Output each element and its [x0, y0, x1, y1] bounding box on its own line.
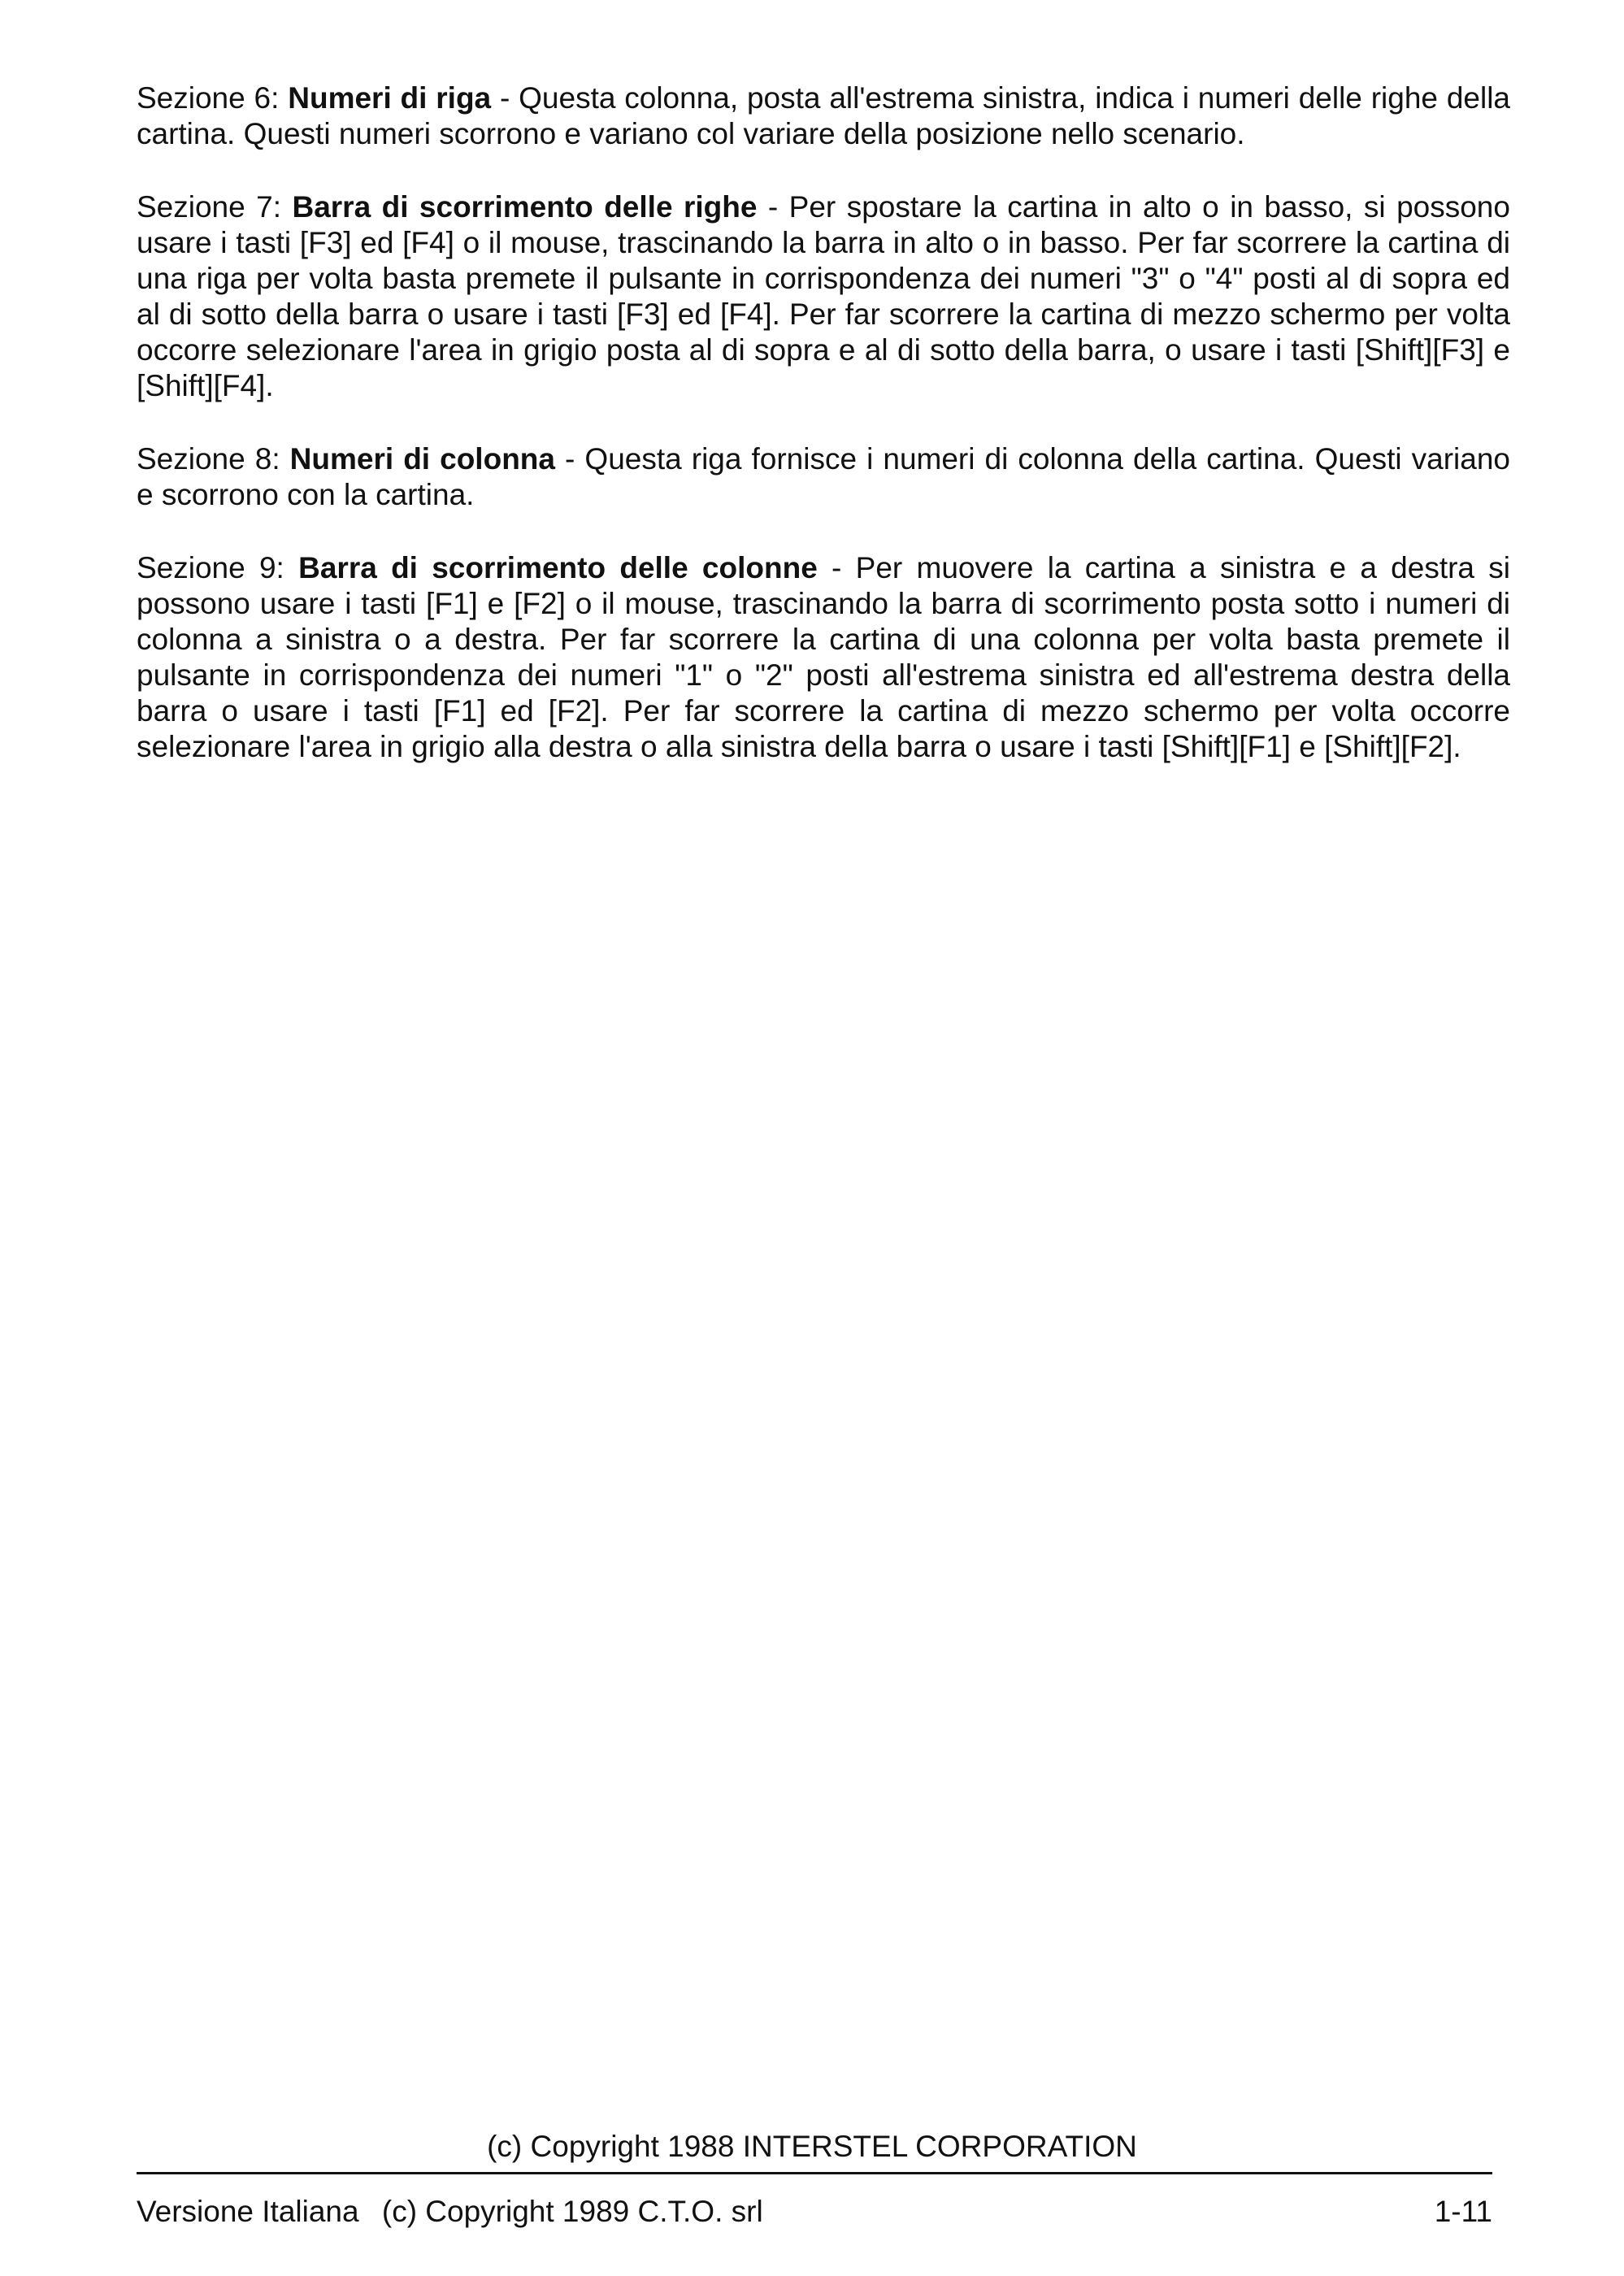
footer-divider: [137, 2172, 1492, 2174]
section-8-title: Numeri di colonna: [289, 442, 555, 476]
section-6-prefix: Sezione 6:: [137, 81, 289, 115]
section-6: [137, 80, 1510, 152]
section-7-prefix: Sezione 7:: [137, 190, 293, 224]
section-9-prefix: Sezione 9:: [137, 551, 299, 584]
section-8: [137, 441, 1510, 513]
footer-bar: [137, 2195, 1492, 2229]
page-number: 1-11: [1434, 2195, 1492, 2228]
translation-copyright: (c) Copyright 1989 C.T.O. srl: [381, 2195, 763, 2228]
section-7-title: Barra di scorrimento delle righe: [292, 190, 758, 224]
section-9-body: - Per muovere la cartina a sinistra e a destra si possono usare i tasti [F1] e [F2] o il mouse, trascinando la barra di scorrimento posta sotto i numeri di colonna a sinistra o a destra. Per far scorrere la cartina di una colonna per volta basta premete il pulsante in corrispondenza dei numeri "1" o "2" posti all'estrema sinistra ed all'estrema destra della barra o usare i tasti [F1] ed [F2]. Per far scorrere la cartina di mezzo schermo per volta occorre selezionare l'area in grigio alla destra o alla sinistra della barra o usare i tasti [Shift][F1] e [Shift][F2].: [137, 551, 1510, 763]
section-8-body: - Questa riga fornisce i numeri di colonna della cartina. Questi variano e scorrono con la cartina.: [137, 442, 1510, 511]
section-9: [137, 550, 1510, 765]
section-6-title: Numeri di riga: [288, 81, 492, 115]
footer-left: [137, 2195, 778, 2229]
section-8-prefix: Sezione 8:: [137, 442, 290, 476]
footer-copyright: (c) Copyright 1988 INTERSTEL CORPORATION: [487, 2130, 1137, 2163]
section-9-title: Barra di scorrimento delle colonne: [298, 551, 818, 584]
section-7: [137, 189, 1510, 404]
section-6-body: - Questa colonna, posta all'estrema sinistra, indica i numeri delle righe della cartina. Questi numeri scorrono e variano col variare della posizione nello scenario.: [137, 81, 1510, 150]
edition-label: Versione Italiana: [137, 2195, 359, 2228]
document-body: [137, 50, 1510, 802]
section-7-body: - Per spostare la cartina in alto o in basso, si possono usare i tasti [F3] ed [F4] o il mouse, trascinando la barra in alto o in basso. Per far scorrere la cartina di una riga per volta basta premete il pulsante in corrispondenza dei numeri "3" o "4" posti al di sopra ed al di sotto della barra o usare i tasti [F3] ed [F4]. Per far scorrere la cartina di mezzo schermo per volta occorre selezionare l'area in grigio posta al di sopra e al di sotto della barra, o usare i tasti [Shift][F3] e [Shift][F4].: [137, 190, 1510, 402]
